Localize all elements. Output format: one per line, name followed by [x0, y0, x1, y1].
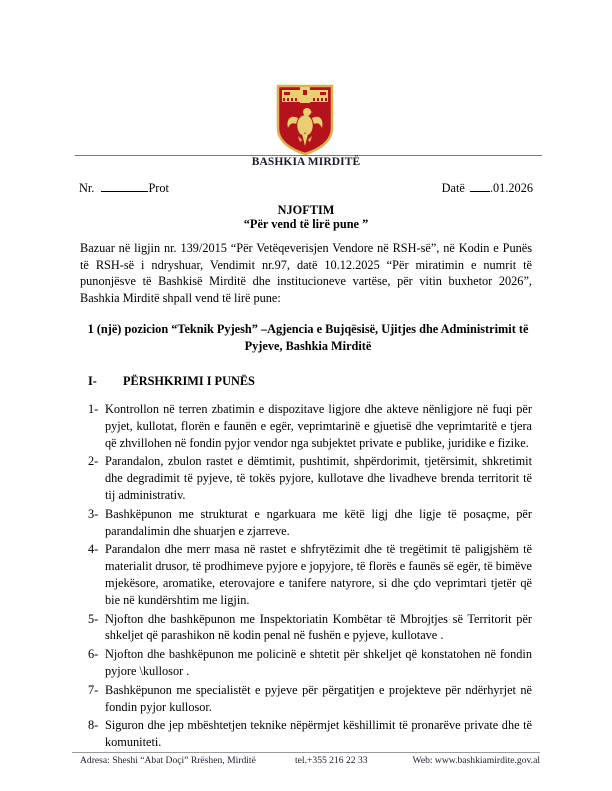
- coat-of-arms-icon: [276, 84, 334, 156]
- footer-website: Web: www.bashkiamirdite.gov.al: [412, 755, 540, 766]
- list-marker: 3-: [88, 506, 99, 521]
- footer-address: Adresa: Sheshi “Abat Doçi” Rrëshen, Mirditë: [80, 755, 256, 766]
- list-item-text: Njofton dhe bashkëpunon me policinë e shtetit për shkeljet që konstatohen në fondin pyjore \kullosor .: [105, 647, 532, 678]
- section-title: PËRSHKRIMI I PUNËS: [123, 374, 255, 388]
- list-marker: 8-: [88, 718, 99, 733]
- nr-label: Nr.: [79, 181, 95, 195]
- date-label: Datë: [441, 181, 465, 195]
- list-item-text: Parandalon dhe merr masa në rastet e shfrytëzimit dhe të tregëtimit të paligjshëm të materialit drusor, të prodhimeve pyjore e jopyjore, të florës e faunës së egër, të bimëve mjekësore, aromatike, eterovajore e tanifere natyrore, si dhe çdo veprimtari tjetër që bie në kundërshtim me ligjin.: [105, 542, 532, 607]
- list-item: [88, 453, 532, 503]
- list-item-text: Njofton dhe bashkëpunon me Inspektoriatin Kombëtar të Mbrojtjes së Territorit për shkeljet që parashikon në kodin penal në fushën e pyjeve, kullotave .: [105, 611, 532, 643]
- prot-label: Prot: [148, 181, 169, 195]
- section-heading: [88, 374, 255, 389]
- list-item: [88, 611, 532, 645]
- list-marker: 5-: [88, 611, 99, 626]
- protocol-number: [79, 180, 169, 196]
- protocol-blank: [101, 180, 148, 192]
- list-item: [88, 541, 532, 608]
- list-item: [88, 506, 532, 540]
- intro-paragraph: Bazuar në ligjin nr. 139/2015 “Për Vetëqeverisjen Vendore në RSH-së”, në Kodin e Punës të RSH-së i ndryshuar, Vendimit nr.97, datë 10.12.2025 “Për miratimin e numrit të punonjësve të Bashkisë Mirditë dhe institucioneve vartëse, për vitin buxhetor 2026”, Bashkia Mirditë shpall vend të lirë pune:: [80, 241, 532, 305]
- list-marker: 7-: [88, 682, 99, 697]
- list-item-text: Parandalon, zbulon rastet e dëmtimit, pushtimit, shpërdorimit, tjetërsimit, shkretimit dhe degradimit të pyjeve, të tokës pyjore, kullotave dhe livadheve brenda territorit të tij administrativ.: [105, 454, 532, 502]
- list-marker: 1-: [88, 402, 99, 416]
- position-title: 1 (një) pozicion “Teknik Pyjesh” –Agjencia e Bujqësisë, Ujitjes dhe Administrimit të Pyjeve, Bashkia Mirditë: [87, 322, 529, 353]
- list-item: [88, 717, 532, 751]
- document-date: [442, 180, 533, 196]
- title-subtitle: “Për vend të lirë pune ”: [243, 217, 369, 231]
- footer-divider: [72, 752, 540, 753]
- list-item-text: Bashkëpunon me strukturat e ngarkuara me këtë ligj dhe ligje të posaçme, për parandalimin dhe shuarjen e zjarreve.: [105, 506, 532, 538]
- list-item-text: Siguron dhe jep mbështetjen teknike nëpërmjet këshillimit të pronarëve private dhe të komuniteti.: [105, 718, 532, 750]
- duties-list: [88, 401, 532, 753]
- list-item: [88, 401, 532, 451]
- date-blank: [470, 180, 490, 192]
- date-value: .01.2026: [489, 181, 533, 195]
- organization-name: BASHKIA MIRDITË: [251, 156, 361, 168]
- list-item-text: Kontrollon në terren zbatimin e dispozitave ligjore dhe akteve nënligjore në fuqi për pyjet, kullotat, florën e faunën e egër, veprimtarinë e gjuetisë dhe veprimtaritë e tjera që zhvillohen në fondin pyjor vendor nga subjektet private e publike, juridike e fizike.: [105, 402, 532, 450]
- footer-phone: tel.+355 216 22 33: [295, 755, 368, 766]
- section-number: I-: [88, 374, 97, 388]
- list-marker: 4-: [88, 542, 99, 557]
- list-marker: 2-: [88, 454, 99, 469]
- list-item-text: Bashkëpunon me specialistët e pyjeve për përgatitjen e projekteve për ndërhyrjet në fondin pyjor kullosor.: [105, 682, 532, 714]
- list-marker: 6-: [88, 647, 99, 662]
- list-item: [88, 682, 532, 716]
- notice-title: [0, 203, 612, 231]
- title-main: NJOFTIM: [277, 203, 335, 217]
- list-item: [88, 646, 532, 680]
